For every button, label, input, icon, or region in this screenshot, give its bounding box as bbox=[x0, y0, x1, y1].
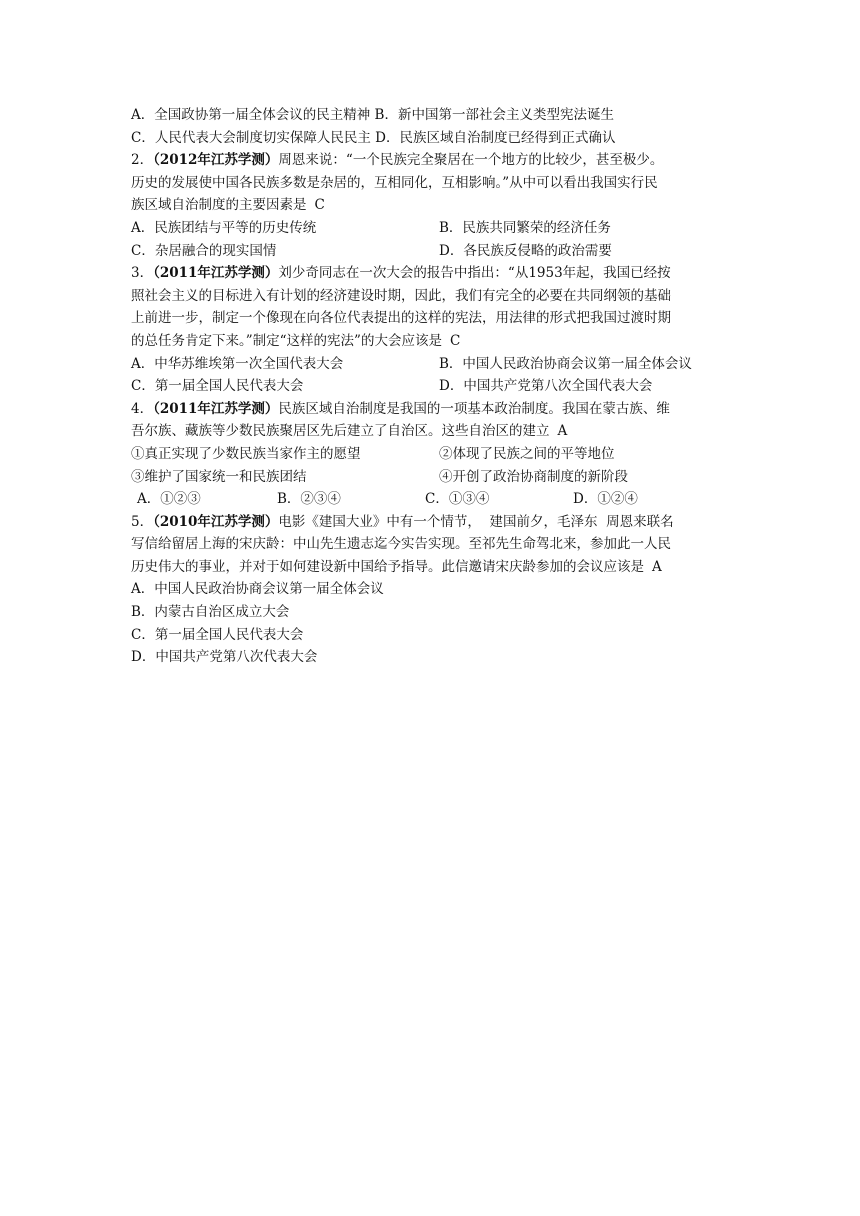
q3-option-a: A．中华苏维埃第一次全国代表大会 bbox=[131, 355, 344, 372]
q5-option-b: B．内蒙古自治区成立大会 bbox=[131, 604, 290, 621]
question-3 bbox=[131, 262, 731, 398]
q3-stem-line-3: 上前进一步，制定一个像现在向各位代表提出的这样的宪法，用法律的形式把我国过渡时期 bbox=[131, 310, 671, 327]
question-5 bbox=[131, 511, 731, 669]
q3-number: 3． bbox=[131, 265, 154, 282]
q5-option-c: C．第一届全国人民代表大会 bbox=[131, 626, 304, 643]
q1-option-a: A．全国政协第一届全体会议的民主精神 bbox=[131, 107, 371, 123]
q2-stem-line-3: 族区域自治制度的主要因素是 bbox=[131, 197, 307, 214]
q2-option-b: B．民族共同繁荣的经济任务 bbox=[439, 219, 611, 236]
q2-stem-line-1: 周恩来说：“一个民族完全聚居在一个地方的比较少，甚至极少。 bbox=[278, 152, 664, 169]
q2-answer: C bbox=[314, 197, 325, 214]
q2-number: 2． bbox=[131, 152, 154, 169]
q3-stem-line-1: 刘少奇同志在一次大会的报告中指出：“从1953年起，我国已经按 bbox=[278, 265, 671, 282]
question-list bbox=[131, 104, 731, 669]
q5-stem-line-2: 写信给留居上海的宋庆龄：中山先生遗志迄今实告实现。至祁先生命驾北来，参加此一人民 bbox=[131, 536, 671, 553]
q1-option-c: C．人民代表大会制度切实保障人民民主 bbox=[131, 129, 371, 146]
q2-option-a: A．民族团结与平等的历史传统 bbox=[131, 219, 317, 236]
question-4 bbox=[131, 398, 731, 511]
q2-option-c: C．杂居融合的现实国情 bbox=[131, 242, 277, 259]
q5-option-d: D．中国共产党第八次代表大会 bbox=[131, 649, 318, 666]
q2-option-d: D．各民族反侵略的政治需要 bbox=[439, 242, 612, 259]
q4-stem-line-1: 民族区域自治制度是我国的一项基本政治制度。我国在蒙古族、维 bbox=[278, 400, 670, 417]
q3-source: （2011年江苏学测） bbox=[153, 265, 279, 282]
q5-source: （2010年江苏学测） bbox=[153, 513, 279, 530]
q4-stem-line-2: 吾尔族、藏族等少数民族聚居区先后建立了自治区。这些自治区的建立 bbox=[131, 423, 550, 440]
q5-answer: A bbox=[652, 558, 662, 575]
q2-source: （2012年江苏学测） bbox=[153, 152, 279, 169]
q5-stem-line-1: 电影《建国大业》中有一个情节， 建国前夕，毛泽东 周恩来联名 bbox=[278, 513, 674, 530]
q3-stem-line-4: 的总任务肯定下来。”制定“这样的宪法”的大会应该是 bbox=[131, 332, 442, 349]
q5-stem-line-3: 历史伟大的事业，并对于如何建设新中国给予指导。此信邀请宋庆龄参加的会议应该是 bbox=[131, 558, 644, 575]
q4-option-c: C．①③④ bbox=[425, 491, 490, 508]
q4-statement-3: ③维护了国家统一和民族团结 bbox=[131, 468, 307, 485]
q3-option-c: C．第一届全国人民代表大会 bbox=[131, 378, 304, 395]
q4-statement-4: ④开创了政治协商制度的新阶段 bbox=[439, 468, 628, 485]
q1-option-b: B．新中国第一部社会主义类型宪法诞生 bbox=[374, 107, 614, 123]
q4-option-a: A．①②③ bbox=[137, 491, 201, 508]
q4-number: 4． bbox=[131, 400, 154, 417]
q4-option-b: B．②③④ bbox=[277, 491, 341, 508]
q4-statement-1: ①真正实现了少数民族当家作主的愿望 bbox=[131, 445, 361, 462]
q4-statement-2: ②体现了民族之间的平等地位 bbox=[439, 445, 615, 462]
q4-answer: A bbox=[557, 423, 568, 440]
q1-option-d: D．民族区域自治制度已经得到正式确认 bbox=[375, 129, 616, 146]
q5-option-a: A．中国人民政治协商会议第一届全体会议 bbox=[131, 581, 384, 598]
q3-stem-line-2: 照社会主义的目标进入有计划的经济建设时期，因此，我们有完全的必要在共同纲领的基础 bbox=[131, 287, 671, 304]
q4-source: （2011年江苏学测） bbox=[153, 400, 279, 417]
q3-option-b: B．中国人民政治协商会议第一届全体会议 bbox=[439, 355, 692, 372]
q3-option-d: D．中国共产党第八次全国代表大会 bbox=[439, 378, 653, 395]
question-2 bbox=[131, 149, 731, 262]
question-1-options bbox=[131, 104, 731, 149]
q3-answer: C bbox=[449, 332, 461, 349]
q2-stem-line-2: 历史的发展使中国各民族多数是杂居的，互相同化，互相影响。”从中可以看出我国实行民 bbox=[131, 174, 658, 191]
q4-option-d: D．①②④ bbox=[573, 491, 638, 508]
q5-number: 5． bbox=[131, 513, 154, 530]
